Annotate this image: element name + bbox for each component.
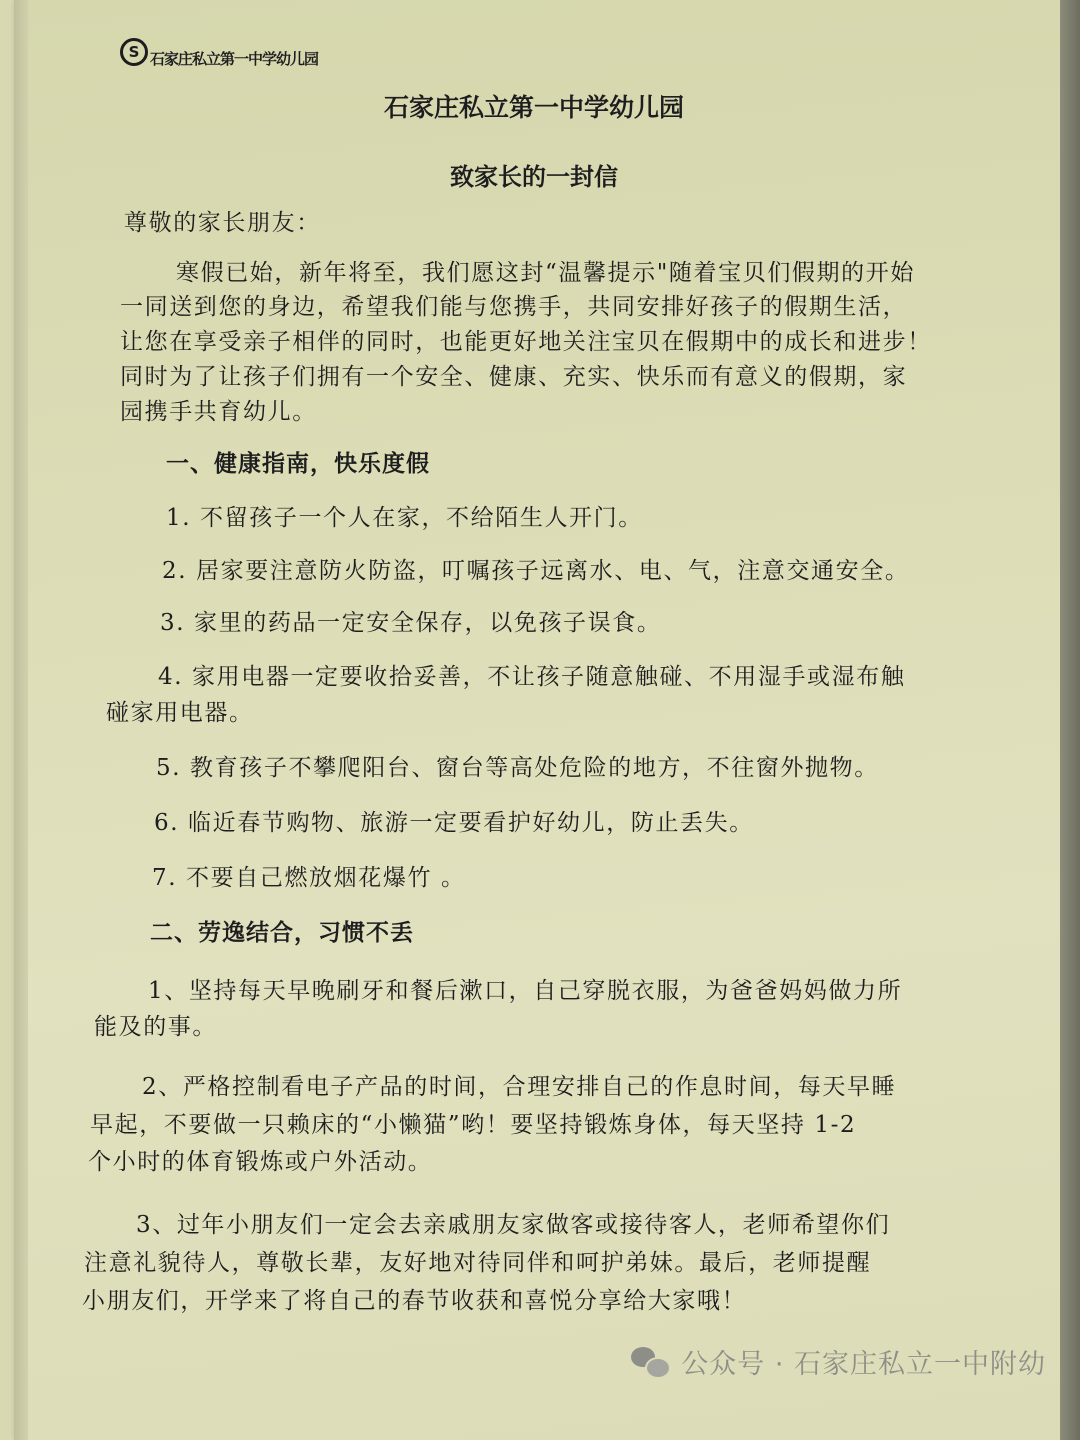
section-heading-habits: 二、劳逸结合，习惯不丢 (150, 920, 414, 946)
habit-item: 注意礼貌待人，尊敬长辈，友好地对待同伴和呵护弟妹。最后，老师提醒 (84, 1250, 872, 1276)
health-item: 6. 临近春节购物、旅游一定要看护好幼儿，防止丢失。 (154, 810, 754, 836)
intro-line: 同时为了让孩子们拥有一个安全、健康、充实、快乐而有意义的假期，家 (120, 364, 908, 390)
health-item: 4. 家用电器一定要收拾妥善，不让孩子随意触碰、不用湿手或湿布触 (158, 664, 906, 690)
habit-item: 能及的事。 (94, 1014, 217, 1040)
health-item: 2. 居家要注意防火防盗，叮嘱孩子远离水、电、气，注意交通安全。 (162, 558, 910, 584)
paper-right-edge (1060, 0, 1080, 1440)
intro-line: 寒假已始，新年将至，我们愿这封“温馨提示"随着宝贝们假期的开始 (176, 260, 915, 286)
school-logo-text: 石家庄私立第一中学幼儿园 (150, 50, 319, 68)
intro-line: 一同送到您的身边，希望我们能与您携手，共同安排好孩子的假期生活， (120, 294, 908, 320)
intro-line: 让您在享受亲子相伴的同时，也能更好地关注宝贝在假期中的成长和进步！ (120, 329, 932, 355)
habit-item: 3、过年小朋友们一定会去亲戚朋友家做客或接待客人，老师希望你们 (136, 1212, 891, 1238)
wechat-watermark (631, 1342, 1046, 1381)
salutation: 尊敬的家长朋友： (124, 210, 321, 236)
document-title: 石家庄私立第一中学幼儿园 (383, 93, 684, 122)
health-item: 1. 不留孩子一个人在家，不给陌生人开门。 (166, 505, 643, 531)
health-item: 5. 教育孩子不攀爬阳台、窗台等高处危险的地方，不往窗外抛物。 (156, 755, 879, 781)
habit-item: 小朋友们，开学来了将自己的春节收获和喜悦分享给大家哦！ (82, 1288, 747, 1314)
wechat-icon (631, 1347, 667, 1377)
school-logo-icon: S (120, 38, 148, 66)
habit-item: 1、坚持每天早晚刷牙和餐后漱口，自己穿脱衣服，为爸爸妈妈做力所 (148, 978, 903, 1004)
document-subtitle: 致家长的一封信 (450, 163, 618, 191)
health-item: 碰家用电器。 (106, 700, 254, 726)
intro-line: 园携手共育幼儿。 (120, 399, 317, 425)
paper-left-shadow (14, 0, 28, 1440)
watermark-text: 公众号 · 石家庄私立一中附幼 (681, 1349, 1046, 1380)
habit-item: 个小时的体育锻炼或户外活动。 (88, 1149, 433, 1175)
health-item: 3. 家里的药品一定安全保存，以免孩子误食。 (160, 610, 662, 636)
habit-item: 早起，不要做一只赖床的“小懒猫”哟！要坚持锻炼身体，每天坚持 1-2 (90, 1112, 857, 1138)
school-logo (120, 34, 318, 69)
habit-item: 2、严格控制看电子产品的时间，合理安排自己的作息时间，每天早睡 (142, 1074, 897, 1100)
health-item: 7. 不要自己燃放烟花爆竹 。 (152, 865, 466, 891)
section-heading-health: 一、健康指南，快乐度假 (166, 451, 430, 477)
